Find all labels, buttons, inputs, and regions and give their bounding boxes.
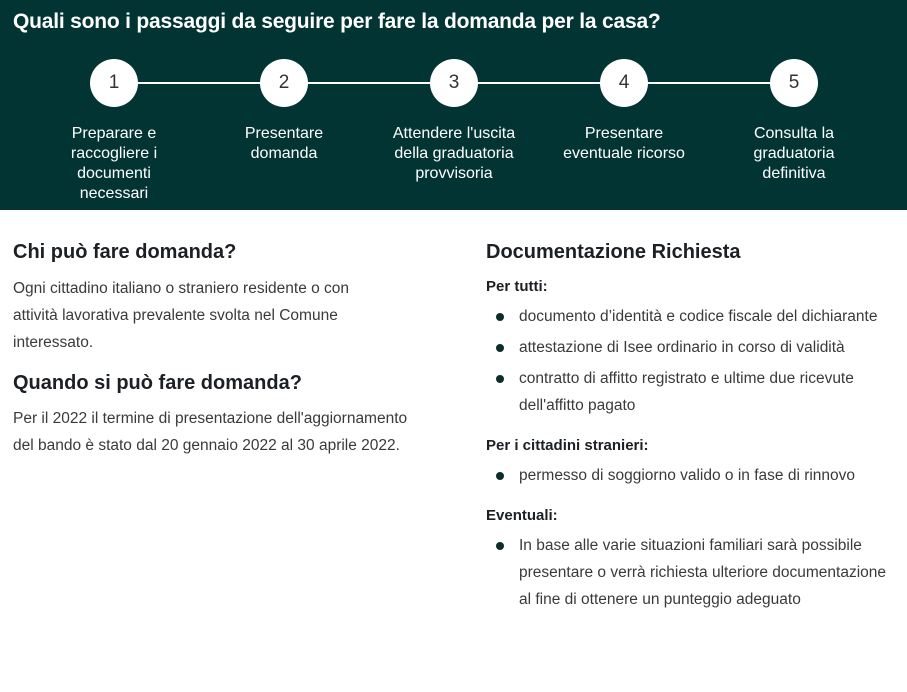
step-5 bbox=[709, 59, 879, 184]
step-2 bbox=[199, 59, 369, 164]
step-number-circle: 2 bbox=[260, 59, 308, 107]
steps-hero bbox=[0, 0, 907, 210]
bullet-icon bbox=[496, 375, 504, 383]
documents-list-optional bbox=[486, 532, 901, 613]
step-number-circle: 4 bbox=[600, 59, 648, 107]
bullet-icon bbox=[496, 344, 504, 352]
bullet-icon bbox=[496, 472, 504, 480]
step-label: Preparare e raccogliere i documenti necessari bbox=[70, 125, 158, 202]
step-label: Presentare domanda bbox=[244, 125, 324, 162]
step-1 bbox=[29, 59, 199, 204]
list-item: In base alle varie situazioni familiari sarà possibile presentare o verrà richiesta ulteriore documentazione al fine di ottenere un punteggio adeguato bbox=[486, 532, 901, 613]
bullet-icon bbox=[496, 313, 504, 321]
documents-list-foreigners bbox=[486, 462, 901, 489]
bullet-icon bbox=[496, 542, 504, 550]
when-text: Per il 2022 il termine di presentazione dell'aggiornamento del bando è stato dal 20 gennaio 2022 al 30 aprile 2022. bbox=[13, 410, 408, 454]
step-number-circle: 5 bbox=[770, 59, 818, 107]
who-text: Ogni cittadino italiano o straniero residente o con attività lavorativa prevalente svolta nel Comune interessato. bbox=[13, 280, 350, 351]
step-label: Presentare eventuale ricorso bbox=[563, 125, 685, 162]
list-item: contratto di affitto registrato e ultime due ricevute dell'affitto pagato bbox=[486, 365, 901, 419]
documents-list-all bbox=[486, 303, 901, 419]
group-label-optional: Eventuali: bbox=[486, 507, 558, 524]
who-heading: Chi può fare domanda? bbox=[13, 241, 237, 263]
list-item: documento d’identità e codice fiscale del dichiarante bbox=[486, 303, 901, 330]
group-label-all: Per tutti: bbox=[486, 278, 548, 295]
hero-title: Quali sono i passaggi da seguire per fare la domanda per la casa? bbox=[13, 10, 661, 33]
step-3 bbox=[369, 59, 539, 184]
when-heading: Quando si può fare domanda? bbox=[13, 372, 302, 394]
step-number-circle: 1 bbox=[90, 59, 138, 107]
list-item: attestazione di Isee ordinario in corso di validità bbox=[486, 334, 901, 361]
step-number-circle: 3 bbox=[430, 59, 478, 107]
documentation-heading: Documentazione Richiesta bbox=[486, 241, 741, 263]
step-4 bbox=[539, 59, 709, 164]
right-column bbox=[486, 210, 901, 617]
step-label: Consulta la graduatoria definitiva bbox=[753, 125, 835, 182]
step-label: Attendere l'uscita della graduatoria provvisoria bbox=[392, 125, 516, 182]
list-item: permesso di soggiorno valido o in fase di rinnovo bbox=[486, 462, 901, 489]
left-column bbox=[13, 210, 423, 459]
group-label-foreigners: Per i cittadini stranieri: bbox=[486, 437, 649, 454]
